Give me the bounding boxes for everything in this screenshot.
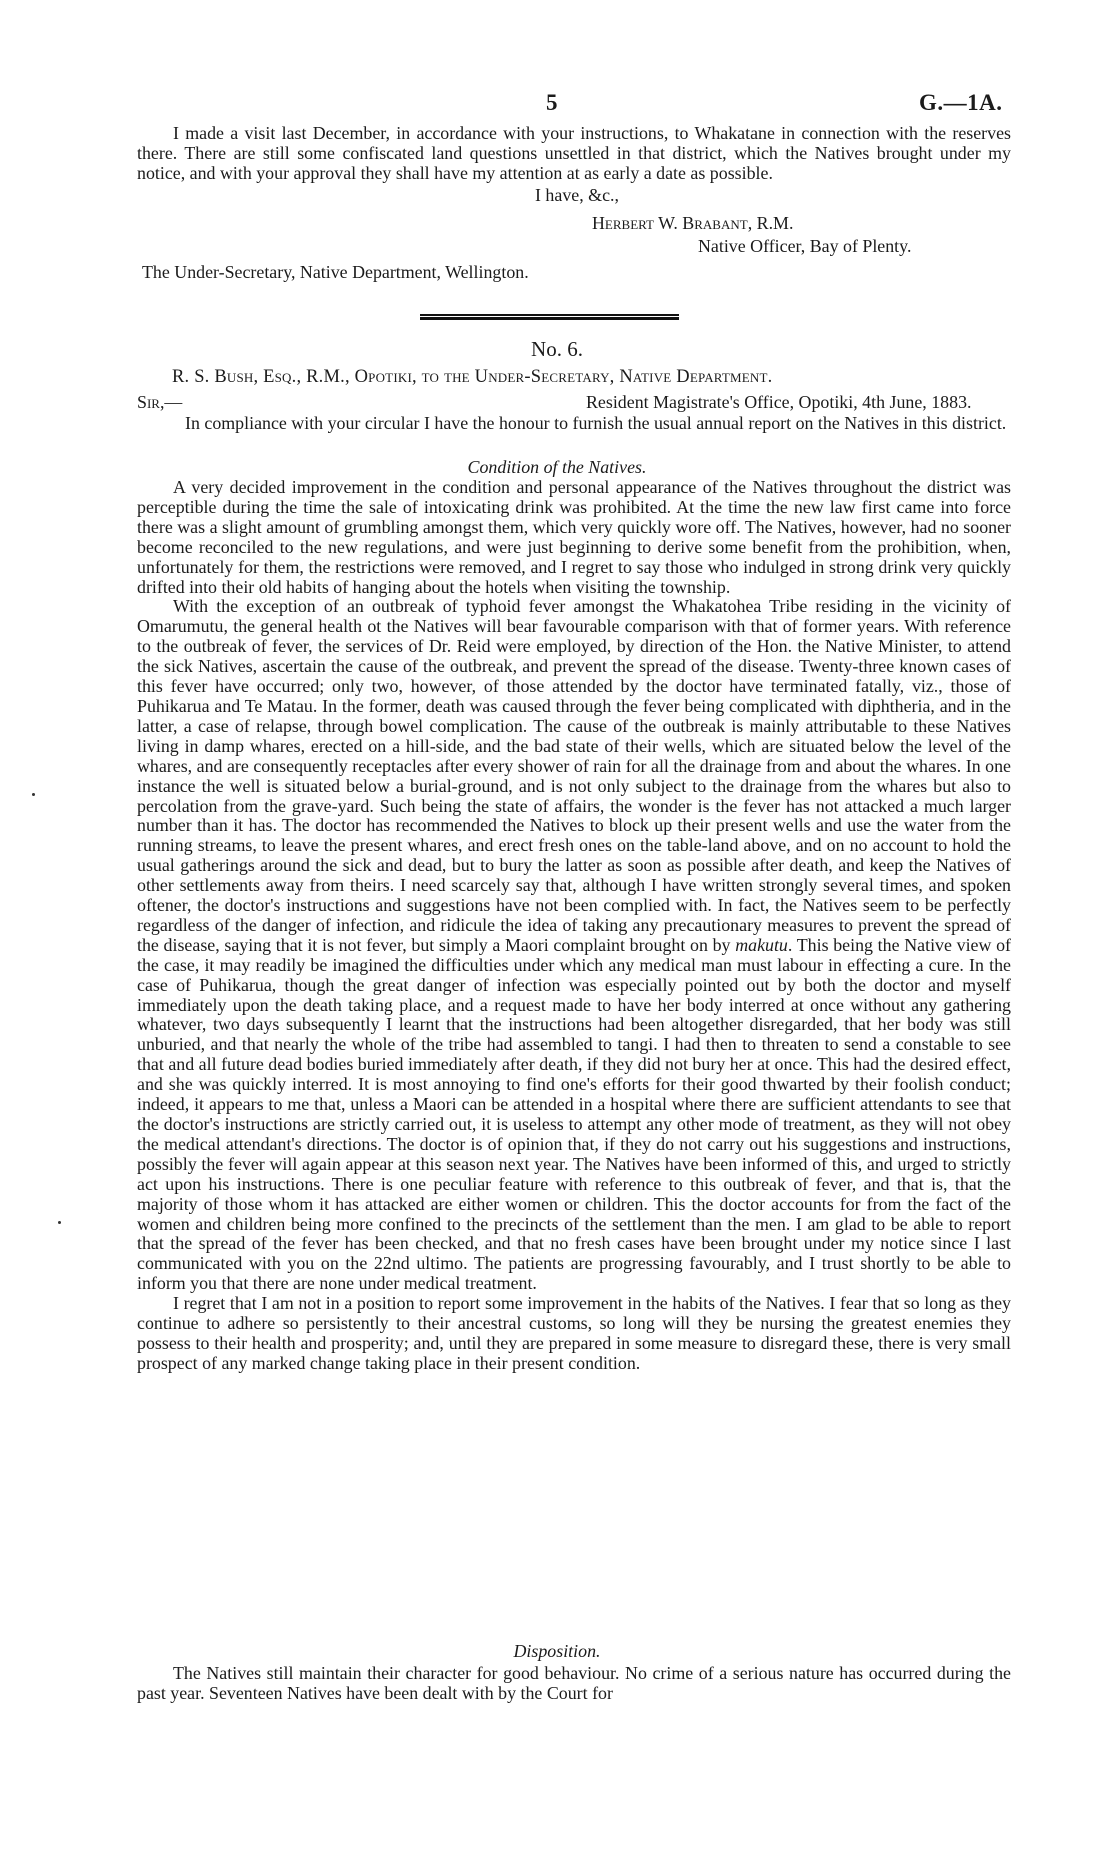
letter-closing: I have, &c., xyxy=(535,185,619,205)
signatory-title: Native Officer, Bay of Plenty. xyxy=(698,236,912,256)
letter-heading: R. S. Bush, Esq., R.M., Opotiki, to the Under-Secretary, Native Department. xyxy=(172,367,773,387)
letter-number: No. 6. xyxy=(531,337,583,361)
section-heading-disposition: Disposition. xyxy=(513,1641,601,1661)
paragraph-habits: I regret that I am not in a position to report some improvement in the habits of the Natives. I fear that so long as they continue to adhere so persistently to their ancestral customs, so long will they be nursing the greatest enemies they possess to their health and prosperity; and, until they are prepared in some measure to disregard these, there is very small prospect of any marked change taking place in their present condition. xyxy=(137,1293,1011,1373)
signatory-name: Herbert W. Brabant, R.M. xyxy=(592,213,794,233)
paragraph-behaviour: The Natives still maintain their character for good behaviour. No crime of a serious nature has occurred during the past year. Seventeen Natives have been dealt with by the Court for xyxy=(137,1663,1011,1703)
office-and-date: Resident Magistrate's Office, Opotiki, 4th June, 1883. xyxy=(586,392,972,412)
report-body-disposition xyxy=(137,1664,1011,1704)
salutation: Sir,— xyxy=(137,392,183,412)
paragraph-typhoid-outbreak: With the exception of an outbreak of typhoid fever amongst the Whakatohea Tribe residing in the vicinity of Omarumutu, the general health ot the Natives will bear favourable comparison with that of former years. With reference to the outbreak of fever, the services of Dr. Reid were employed, by direction of the Hon. the Native Minister, to attend the sick Natives, ascertain the cause of the outbreak, and prevent the spread of the disease. Twenty-three known cases of this fever have occurred; only two, however, of those attended by the doctor have terminated fatally, viz., those of Puhikarua and Te Matau. In the former, death was caused through the fever being complicated with diphtheria, and in the latter, a case of relapse, through bowel complication. The cause of the outbreak is mainly attributable to these Natives living in damp whares, erected on a hill-side, and the bad state of their wells, which are situated below the level of the whares, and are consequently receptacles after every shower of rain for all the drainage from and about the whares. In one instance the well is situated below a burial-ground, and is not only subject to the drainage from the whares but also to percolation from the grave-yard. Such being the state of affairs, the wonder is the fever has not attacked a much larger number than it has. The doctor has recommended the Natives to block up their present wells and use the water from the running streams, to leave the present whares, and erect fresh ones on the table-land above, and on no account to hold the usual gatherings around the sick and dead, but to bury the latter as soon as possible after death, and keep the Natives of other settlements away from theirs. I need scarcely say that, although I have written strongly several times, and spoken oftener, the doctor's instructions and suggestions have not been complied with. In fact, the Natives seem to be perfectly regardless of the danger of infection, and ridicule the idea of taking any precautionary measures to prevent the spread of the disease, saying that it is not fever, but simply a Maori complaint brought on by makutu. This being the Native view of the case, it may readily be imagined the difficulties under which any medical man must labour in effecting a cure. In the case of Puhikarua, though the great danger of infection was especially pointed out by both the doctor and myself immediately upon the death taking place, and a request made to have her body interred at once without any gathering whatever, two days subsequently I learnt that the instructions had been altogether disregarded, that her body was still unburied, and that nearly the whole of the tribe had assembled to tangi. I had then to threaten to send a constable to see that and all future dead bodies buried immediately after death, if they did not bury her at once. This had the desired effect, and she was quickly interred. It is most annoying to find one's efforts for their good thwarted by their foolish conduct; indeed, it appears to me that, unless a Maori can be attended in a hospital where there are sufficient attendants to see that the doctor's instructions are strictly carried out, it is useless to attempt any other mode of treatment, as they will not obey the medical attendant's directions. The doctor is of opinion that, if they do not carry out his suggestions and instructions, possibly the fever will again appear at this season next year. The Natives have been informed of this, and urged to strictly act upon his instructions. There is one peculiar feature with reference to this outbreak of fever, and that is, that the majority of those whom it has attacked are either women or children. This the doctor accounts for from the fact of the women and children being more confined to the precincts of the settlement than the men. I am glad to be able to report that the spread of the fever has been checked, and that no fresh cases have been brought under my notice since I last communicated with you on the 22nd ultimo. The patients are progressing favourably, and I trust shortly to be able to inform you that there are none under medical treatment. xyxy=(137,596,1012,1294)
margin-mark xyxy=(58,1221,61,1224)
document-reference: G.—1A. xyxy=(919,90,1003,115)
report-intro: In compliance with your circular I have the honour to furnish the usual annual report on the Natives in this district. xyxy=(185,413,1007,433)
section-divider xyxy=(420,314,679,320)
addressee: The Under-Secretary, Native Department, Wellington. xyxy=(142,262,529,282)
page-number: 5 xyxy=(546,90,558,115)
paragraph-prohibition: A very decided improvement in the condition and personal appearance of the Natives throughout the district was perceptible during the time the sale of intoxicating drink was prohibited. At the time the new law first came into force there was a slight amount of grumbling amongst them, which very quickly wore off. The Natives, however, had no sooner become reconciled to the new regulations, and were just beginning to derive some benefit from the prohibition, when, unfortunately for them, the restrictions were removed, and I regret to say those who indulged in strong drink very quickly drifted into their old habits of hanging about the hotels when visiting the township. xyxy=(137,477,1011,597)
closing-paragraph-previous-letter: I made a visit last December, in accordance with your instructions, to Whakatane in connection with the reserves there. There are still some confiscated land questions unsettled in that district, which the Natives brought under my notice, and with your approval they shall have my attention at as early a date as possible. xyxy=(137,123,1011,183)
section-heading-condition: Condition of the Natives. xyxy=(467,457,647,477)
report-body-condition xyxy=(137,478,1011,1374)
margin-mark xyxy=(32,793,35,796)
